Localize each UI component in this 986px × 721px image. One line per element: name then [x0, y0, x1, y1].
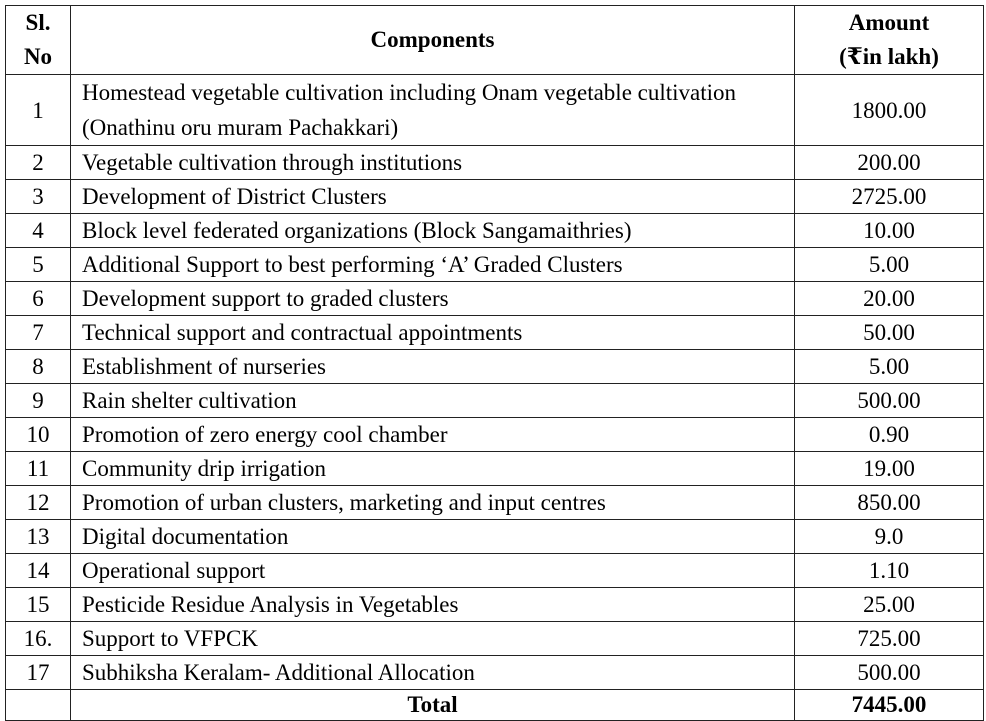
table-row: [6, 486, 984, 520]
table-row: [6, 146, 984, 180]
amount-cell: 500.00: [795, 656, 984, 690]
table-row: [6, 622, 984, 656]
sl-no-cell: 8: [6, 350, 71, 384]
total-row: [6, 690, 984, 721]
sl-no-cell: 5: [6, 248, 71, 282]
sl-no-cell: 11: [6, 452, 71, 486]
amount-cell: 9.0: [795, 520, 984, 554]
table-row: [6, 75, 984, 146]
table-row: [6, 350, 984, 384]
sl-no-cell: 12: [6, 486, 71, 520]
component-cell: Subhiksha Keralam- Additional Allocation: [71, 656, 795, 690]
amount-cell: 1.10: [795, 554, 984, 588]
component-cell: Development of District Clusters: [71, 180, 795, 214]
amount-cell: 850.00: [795, 486, 984, 520]
component-cell: Homestead vegetable cultivation including Onam vegetable cultivation (Onathinu oru muram Pachakkari): [71, 75, 795, 146]
table-row: [6, 520, 984, 554]
amount-cell: 500.00: [795, 384, 984, 418]
components-header: Components: [71, 6, 795, 75]
sl-no-cell: 1: [6, 75, 71, 146]
component-cell: Promotion of zero energy cool chamber: [71, 418, 795, 452]
table-row: [6, 214, 984, 248]
sl-no-cell: 2: [6, 146, 71, 180]
sl-no-cell: 6: [6, 282, 71, 316]
amount-header-line1: Amount: [848, 10, 930, 35]
table-row: [6, 554, 984, 588]
component-cell: Promotion of urban clusters, marketing and input centres: [71, 486, 795, 520]
component-cell: Development support to graded clusters: [71, 282, 795, 316]
total-label: Total: [71, 690, 795, 721]
table-row: [6, 316, 984, 350]
document-page: [5, 5, 983, 721]
table-row: [6, 656, 984, 690]
sl-no-cell: 10: [6, 418, 71, 452]
sl-no-cell: 14: [6, 554, 71, 588]
sl-no-cell: 13: [6, 520, 71, 554]
header-row: [6, 6, 984, 75]
table-body: [6, 75, 984, 721]
table-row: [6, 282, 984, 316]
amount-header-line2: (₹in lakh): [839, 44, 939, 69]
amount-cell: 50.00: [795, 316, 984, 350]
sl-header-line2: No: [23, 44, 53, 69]
amount-cell: 19.00: [795, 452, 984, 486]
sl-no-cell: 17: [6, 656, 71, 690]
sl-no-header: [6, 6, 71, 75]
total-amount: 7445.00: [795, 690, 984, 721]
amount-cell: 1800.00: [795, 75, 984, 146]
amount-cell: 200.00: [795, 146, 984, 180]
amount-cell: 725.00: [795, 622, 984, 656]
sl-no-cell: 9: [6, 384, 71, 418]
component-cell: Establishment of nurseries: [71, 350, 795, 384]
sl-no-cell: 16.: [6, 622, 71, 656]
component-cell: Vegetable cultivation through institutions: [71, 146, 795, 180]
component-cell: Digital documentation: [71, 520, 795, 554]
table-row: [6, 588, 984, 622]
components-table: [5, 5, 984, 721]
component-cell: Operational support: [71, 554, 795, 588]
amount-cell: 2725.00: [795, 180, 984, 214]
sl-header-line1: Sl.: [25, 10, 51, 35]
component-cell: Additional Support to best performing ‘A’ Graded Clusters: [71, 248, 795, 282]
component-cell: Community drip irrigation: [71, 452, 795, 486]
amount-cell: 0.90: [795, 418, 984, 452]
amount-cell: 20.00: [795, 282, 984, 316]
sl-no-cell: 7: [6, 316, 71, 350]
component-cell: Rain shelter cultivation: [71, 384, 795, 418]
amount-cell: 5.00: [795, 248, 984, 282]
sl-no-cell: 4: [6, 214, 71, 248]
table-row: [6, 248, 984, 282]
component-cell: Pesticide Residue Analysis in Vegetables: [71, 588, 795, 622]
amount-cell: 25.00: [795, 588, 984, 622]
amount-cell: 5.00: [795, 350, 984, 384]
component-cell: Support to VFPCK: [71, 622, 795, 656]
sl-no-cell: 15: [6, 588, 71, 622]
component-cell: Block level federated organizations (Block Sangamaithries): [71, 214, 795, 248]
amount-header: [795, 6, 984, 75]
amount-cell: 10.00: [795, 214, 984, 248]
table-row: [6, 180, 984, 214]
table-row: [6, 452, 984, 486]
table-row: [6, 384, 984, 418]
total-sl-cell: [6, 690, 71, 721]
component-cell: Technical support and contractual appointments: [71, 316, 795, 350]
sl-no-cell: 3: [6, 180, 71, 214]
table-row: [6, 418, 984, 452]
